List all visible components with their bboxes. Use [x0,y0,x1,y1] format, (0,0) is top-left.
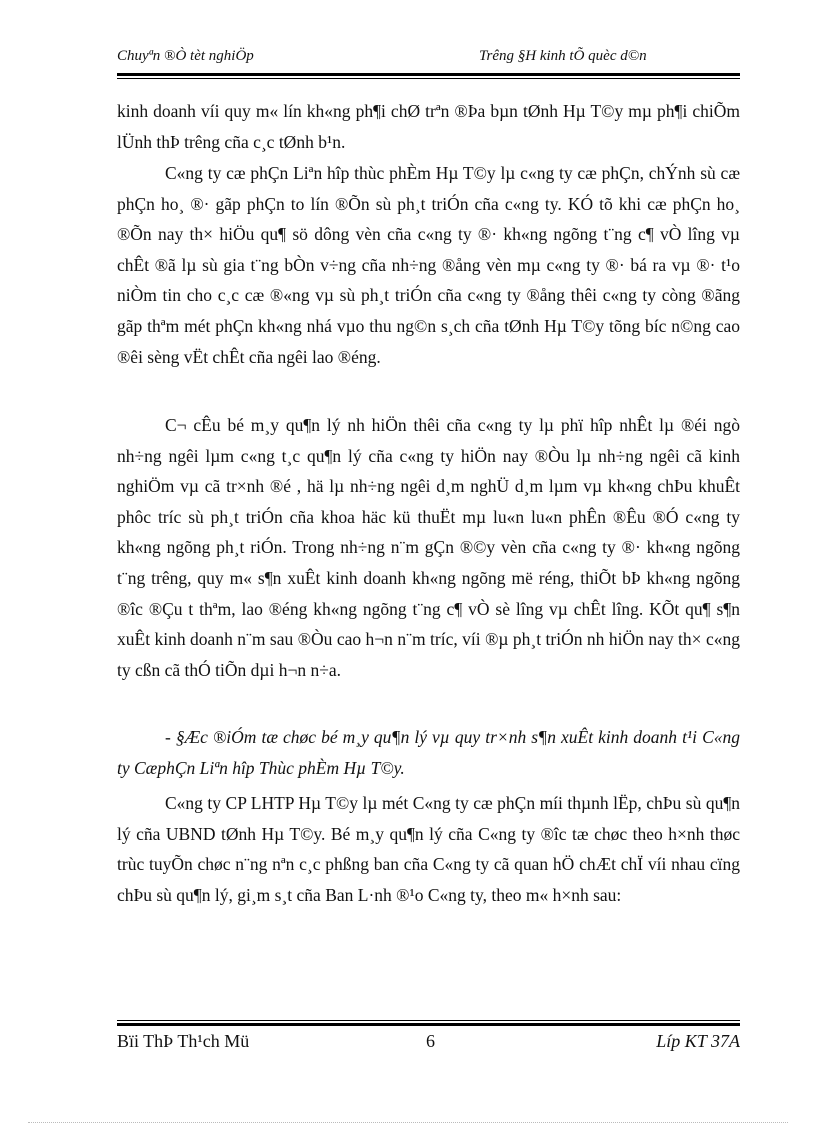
footer-rule-thin [117,1020,740,1021]
page-header [117,48,740,70]
paragraph-3: C¬ cÊu bé m¸y qu¶n lý nh hiÖn thêi cña c«ng ty lµ phï hîp nhÊt lµ ®éi ngò nh÷ng ngêi lµm c«ng t¸c qu¶n lý cña c«ng ty hiÖn nay ®Òu lµ nh÷ng ngêi cã kinh nghiÖm vµ cã tr×nh ®é , hä lµ nh÷ng ngêi d¸m nghÜ d¸m lµm vµ kh«ng chÞu khuÊt phôc tríc sù ph¸t triÓn cña khoa häc kü thuËt mµ lu«n lu«n phÊn ®Êu ®Ó c«ng ty kh«ng ngõng ph¸t riÓn. Trong nh÷ng n¨m gÇn ®©y vèn cña c«ng ty ®· kh«ng ngõng t¨ng trêng, quy m« s¶n xuÊt kinh doanh kh«ng ngõng më réng, thiÕt bÞ kh«ng ngõng ®îc ®Çu t thªm, lao ®éng kh«ng ngõng t¨ng c¶ vÒ sè lîng vµ chÊt lîng. KÕt qu¶ s¶n xuÊt kinh doanh n¨m sau ®Òu cao h¬n n¨m tríc, víi ®µ ph¸t triÓn nh hiÖn nay th× c«ng ty cßn cã thÓ tiÕn dµi h¬n n÷a. [117,415,740,680]
header-thesis-title: Chuyªn ®Ò tèt nghiÖp [117,48,254,64]
paragraph-2: C«ng ty cæ phÇn Liªn hîp thùc phÈm Hµ T©y lµ c«ng ty cæ phÇn, chÝnh sù cæ phÇn ho¸ ®· gãp phÇn to lín ®Õn sù ph¸t triÓn cña c«ng ty. KÓ tõ khi cæ phÇn ho¸ ®Õn nay th× hiÖu qu¶ sö dông vèn cña c«ng ty ®· kh«ng ngõng t¨ng c¶ vÒ lîng vµ chÊt ®ã lµ sù gia t¨ng bÒn v÷ng cña nh÷ng ®ång vèn mµ c«ng ty ®· bá ra vµ ®· t¹o niÒm tin cho c¸c cæ ®«ng vµ sù ph¸t triÓn cña c«ng ty ®ång thêi c«ng ty còng ®ãng gãp thªm mét phÇn kh«ng nhá vµo thu ng©n s¸ch cña tØnh Hµ T©y tõng bíc n©ng cao ®êi sèng vËt chÊt cña ngêi lao ®éng. [117,163,740,367]
header-rule-thin [117,78,740,79]
footer-author: Bïi ThÞ Th¹ch Mü [117,1031,250,1051]
page-number: 6 [426,1031,435,1051]
footer-rule-thick [117,1023,740,1026]
paragraph-4: C«ng ty CP LHTP Hµ T©y lµ mét C«ng ty cæ phÇn míi thµnh lËp, chÞu sù qu¶n lý cña UBND tØnh Hµ T©y. Bé m¸y qu¶n lý cña C«ng ty ®îc tæ chøc theo h×nh thøc trùc tuyÕn chøc n¨ng nªn c¸c phßng ban cña C«ng ty cã quan hÖ chÆt chÏ víi nhau cïng chÞu sù qu¶n lý, gi¸m s¸t cña Ban L·nh ®¹o C«ng ty, theo m« h×nh sau: [117,793,740,905]
section-heading: - §Æc ®iÓm tæ chøc bé m¸y qu¶n lý vµ quy tr×nh s¶n xuÊt kinh doanh t¹i C«ng ty CæphÇn Liªn hîp Thùc phÈm Hµ T©y. [117,727,740,778]
header-university: Trêng §H kinh tÕ quèc d©n [479,48,647,64]
footer-class: Líp KT 37A [656,1031,740,1051]
paragraph-1: kinh doanh víi quy m« lín kh«ng ph¶i chØ trªn ®Þa bµn tØnh Hµ T©y mµ ph¶i chiÕm lÜnh thÞ trêng cña c¸c tØnh b¹n. [117,101,740,152]
header-rule-thick [117,73,740,76]
page-footer [117,1031,740,1057]
